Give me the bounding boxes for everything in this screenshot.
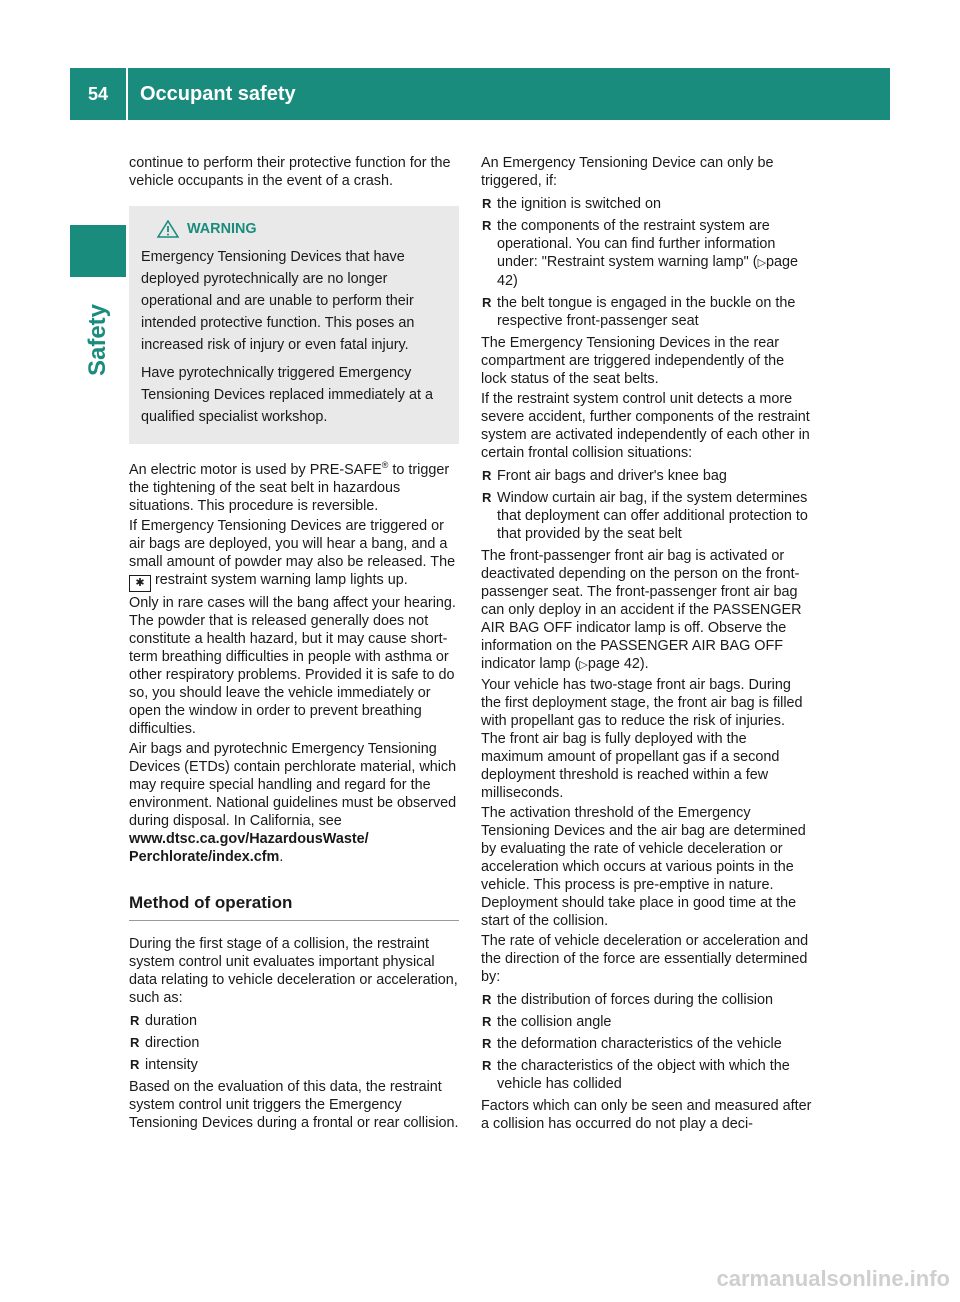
- warning-box: [129, 206, 459, 444]
- section-title: Occupant safety: [140, 82, 296, 105]
- registered-mark: ®: [381, 460, 389, 470]
- list-item: R duration: [130, 1012, 198, 1029]
- severe-accident-paragraph: If the restraint system control unit detects a more severe accident, further components of the restraint system are activated independently of each other in certain frontal collision situations:: [481, 391, 810, 461]
- warning-triangle-icon: [157, 220, 179, 238]
- rate-paragraph: The rate of vehicle deceleration or acceleration and the direction of the force are essentially determined by:: [481, 933, 809, 985]
- list-item: R Front air bags and driver's knee bag: [482, 468, 727, 484]
- pre-safe-text-b: to trigger the tightening of the seat belt in hazardous situations. This procedure is reversible.: [129, 461, 450, 514]
- rare-cases-paragraph: Only in rare cases will the bang affect your hearing. The powder that is released generally does not constitute a health hazard, but it may cause short-term breathing difficulties in people with asthma or other respiratory problems. Provided it is safe to do so, you should leave the vehicle immediately or open the window in order to prevent breathing difficulties.: [129, 594, 456, 737]
- left-column: [129, 154, 459, 1134]
- perchlorate-text: Air bags and pyrotechnic Emergency Tensioning Devices (ETDs) contain perchlorate material, which may require special handling and regard for the environment. National guidelines must be observed during disposal. In California, see: [129, 740, 457, 829]
- pre-safe-text-a: An electric motor is used by PRE-SAFE: [129, 461, 382, 478]
- perchlorate-end: .: [279, 848, 284, 865]
- rear-compartment-paragraph: The Emergency Tensioning Devices in the rear compartment are triggered independently of the lock status of the seat belts.: [481, 335, 785, 387]
- perchlorate-paragraph: [129, 740, 459, 866]
- list-item: R the characteristics of the object with which the vehicle has collided: [482, 1058, 790, 1092]
- evaluation-paragraph: Based on the evaluation of this data, the restraint system control unit triggers the Emergency Tensioning Devices during a frontal or rear collision.: [129, 1078, 459, 1131]
- list-item: R the ignition is switched on: [482, 196, 661, 212]
- ets-text-a: If Emergency Tensioning Devices are triggered or air bags are deployed, you will hear a bang, and a small amount of powder may also be released. The: [129, 517, 456, 570]
- severe-accident-list: [481, 467, 812, 543]
- page-ref-arrow-icon: ▷: [579, 659, 588, 671]
- warning-paragraph-2: Have pyrotechnically triggered Emergency Tensioning Devices replaced immediately at a qualified specialist workshop.: [141, 365, 433, 425]
- list-item: R the belt tongue is engaged in the buckle on the respective front-passenger seat: [482, 295, 796, 329]
- collision-data-list: [129, 1012, 459, 1074]
- intro-paragraph: continue to perform their protective function for the vehicle occupants in the event of a crash.: [129, 155, 451, 189]
- watermark: carmanualsonline.info: [716, 1266, 950, 1291]
- first-stage-paragraph: During the first stage of a collision, the restraint system control unit evaluates important physical data relating to vehicle deceleration or acceleration, such as:: [129, 935, 458, 1006]
- page-ref-link[interactable]: page 42: [497, 254, 799, 289]
- right-column: [481, 154, 812, 1135]
- side-tab-text: Safety: [84, 303, 112, 377]
- ets-text-b: restraint system warning lamp lights up.: [151, 571, 408, 588]
- activation-threshold-paragraph: The activation threshold of the Emergency Tensioning Devices and the air bag are determined by evaluating the rate of vehicle deceleration or acceleration which occurs at various points in the vehicle. This process is pre-emptive in nature. Deployment should take place in good time at the start of the collision.: [481, 805, 806, 929]
- force-factors-list: [481, 991, 812, 1093]
- side-tab-label: [70, 285, 126, 395]
- factors-paragraph: Factors which can only be seen and measured after a collision has occurred do not play a deci-: [481, 1098, 812, 1132]
- list-item: R direction: [130, 1034, 200, 1051]
- method-heading: Method of operation: [129, 894, 459, 921]
- warning-title: WARNING: [187, 221, 257, 237]
- two-stage-paragraph: Your vehicle has two-stage front air bags. During the first deployment stage, the front air bag is filled with propellant gas to reduce the risk of injuries. The front air bag is fully deployed with the maximum amount of propellant gas if a second deployment threshold is reached within a few milliseconds.: [481, 677, 803, 801]
- trigger-conditions-paragraph: An Emergency Tensioning Device can only be triggered, if:: [481, 155, 774, 189]
- list-item: R the components of the restraint system are operational. You can find further information under: "Restraint system warning lamp" (▷page 42): [482, 218, 799, 289]
- side-tab-block: [70, 225, 126, 277]
- perchlorate-link[interactable]: www.dtsc.ca.gov/HazardousWaste/ Perchlorate/index.cfm: [129, 830, 369, 865]
- list-item: R the distribution of forces during the collision: [482, 992, 773, 1008]
- pre-safe-paragraph: [129, 456, 459, 515]
- header-divider: [126, 68, 128, 120]
- warning-paragraph-1: Emergency Tensioning Devices that have deployed pyrotechnically are no longer operational and are unable to perform their intended protective function. This poses an increased risk of injury or even fatal injury.: [141, 249, 415, 353]
- ets-triggered-paragraph: [129, 517, 459, 592]
- list-item: R intensity: [130, 1056, 198, 1073]
- passenger-airbag-paragraph: The front-passenger front air bag is activated or deactivated depending on the person on the front-passenger seat. The front-passenger front air bag can only deploy in an accident if the PASSENGER AIR BAG OFF indicator lamp is off. Observe the information on the PASSENGER AIR BAG OFF indicator lamp (▷page 42).: [481, 548, 802, 672]
- list-item: R Window curtain air bag, if the system determines that deployment can offer additional protection to that provided by the seat belt: [482, 490, 808, 542]
- page-ref-link[interactable]: page 42: [587, 656, 640, 672]
- trigger-conditions-list: [481, 195, 812, 330]
- seat-belt-warning-icon: ✱: [129, 575, 151, 592]
- list-item: R the collision angle: [482, 1014, 612, 1030]
- page-ref-arrow-icon: ▷: [757, 257, 767, 269]
- warning-header: [141, 218, 449, 240]
- list-item: R the deformation characteristics of the vehicle: [482, 1036, 782, 1052]
- page-number: 54: [87, 83, 109, 104]
